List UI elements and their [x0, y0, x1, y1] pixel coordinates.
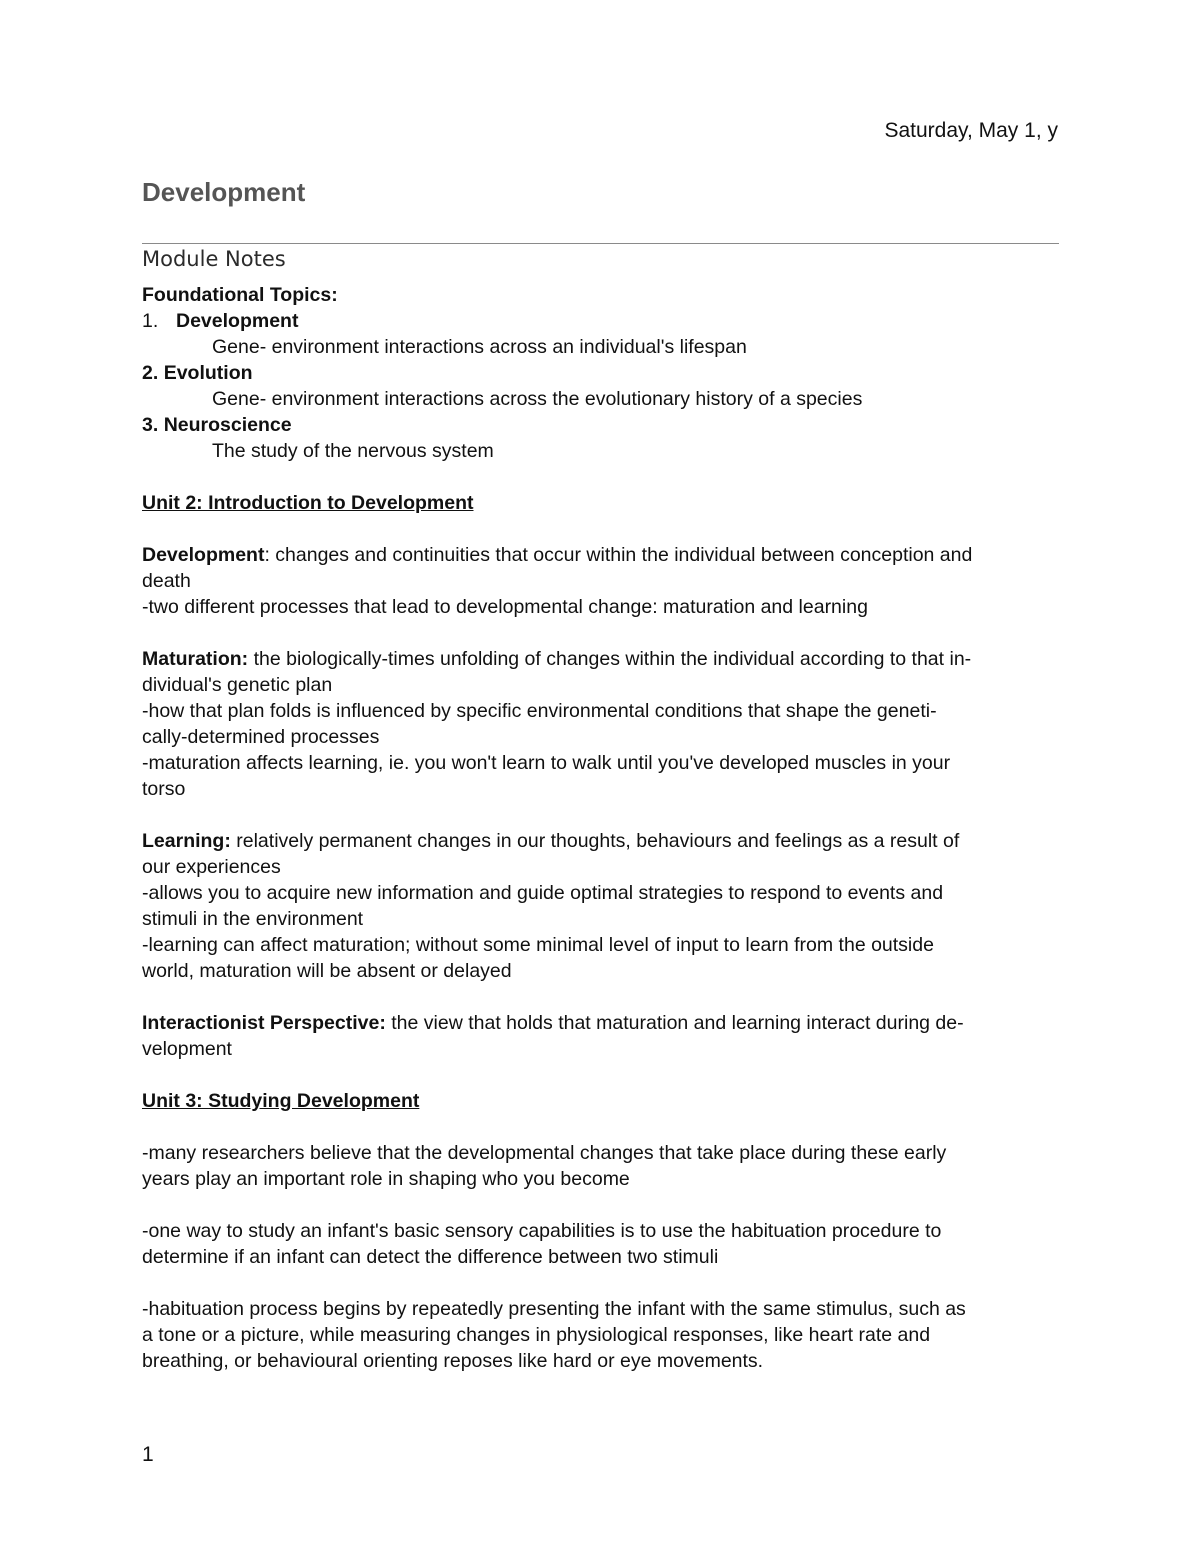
text-line: our experiences	[142, 856, 281, 878]
list-term: Evolution	[163, 362, 253, 384]
text-line: years play an important role in shaping who you become	[142, 1168, 630, 1190]
definition-development	[142, 542, 1067, 568]
text-line: -learning can affect maturation; without some minimal level of input to learn from the outside	[142, 934, 934, 956]
header-date: Saturday, May 1, y	[884, 119, 1058, 142]
list-term: Neuroscience	[163, 414, 292, 436]
list-item	[142, 308, 1067, 334]
text-line: world, maturation will be absent or delayed	[142, 960, 512, 982]
text-line: -allows you to acquire new information and guide optimal strategies to respond to events and	[142, 882, 944, 904]
list-item	[142, 360, 1067, 386]
definition-learning	[142, 828, 1067, 854]
document-subtitle: Module Notes	[142, 247, 286, 271]
text-line: -maturation affects learning, ie. you won't learn to walk until you've developed muscles in your	[142, 752, 951, 774]
term-label: Learning:	[142, 830, 231, 852]
page-number: 1	[142, 1443, 154, 1466]
list-term: Development	[176, 310, 299, 332]
document-title: Development	[142, 177, 306, 207]
text-line: death	[142, 570, 191, 592]
definition-maturation	[142, 646, 1067, 672]
definition-interactionist	[142, 1010, 1067, 1036]
text-line: -one way to study an infant's basic sensory capabilities is to use the habituation procedure to	[142, 1220, 942, 1242]
text-line: dividual's genetic plan	[142, 674, 333, 696]
list-number: 2.	[142, 362, 159, 384]
text-line: cally-determined processes	[142, 726, 380, 748]
text-line: stimuli in the environment	[142, 908, 364, 930]
definition-text: the view that holds that maturation and learning interact during de-	[385, 1012, 964, 1034]
list-item	[142, 412, 1067, 438]
text-line: -how that plan folds is influenced by specific environmental conditions that shape the geneti-	[142, 700, 937, 722]
list-number: 3.	[142, 414, 159, 436]
term-label: Maturation:	[142, 648, 249, 670]
list-description: Gene- environment interactions across the evolutionary history of a species	[212, 388, 863, 410]
list-description: The study of the nervous system	[212, 440, 494, 462]
definition-text: the biologically-times unfolding of changes within the individual according to that in-	[248, 648, 972, 670]
list-description: Gene- environment interactions across an individual's lifespan	[212, 336, 747, 358]
text-line: torso	[142, 778, 186, 800]
text-line: a tone or a picture, while measuring changes in physiological responses, like heart rate and	[142, 1324, 931, 1346]
foundational-heading: Foundational Topics:	[142, 284, 338, 306]
list-number: 1.	[142, 310, 159, 332]
unit2-heading: Unit 2: Introduction to Development	[142, 492, 474, 514]
text-line: breathing, or behavioural orienting reposes like hard or eye movements.	[142, 1350, 764, 1372]
definition-text: relatively permanent changes in our thoughts, behaviours and feelings as a result of	[230, 830, 960, 852]
document-body	[142, 282, 1067, 1374]
text-line: determine if an infant can detect the difference between two stimuli	[142, 1246, 719, 1268]
text-line: -many researchers believe that the developmental changes that take place during these early	[142, 1142, 947, 1164]
text-line: velopment	[142, 1038, 232, 1060]
text-line: -two different processes that lead to developmental change: maturation and learning	[142, 596, 868, 618]
definition-text: : changes and continuities that occur within the individual between conception and	[264, 544, 973, 566]
term-label: Development	[142, 544, 265, 566]
term-label: Interactionist Perspective:	[142, 1012, 386, 1034]
text-line: -habituation process begins by repeatedly presenting the infant with the same stimulus, such as	[142, 1298, 966, 1320]
unit3-heading: Unit 3: Studying Development	[142, 1090, 420, 1112]
